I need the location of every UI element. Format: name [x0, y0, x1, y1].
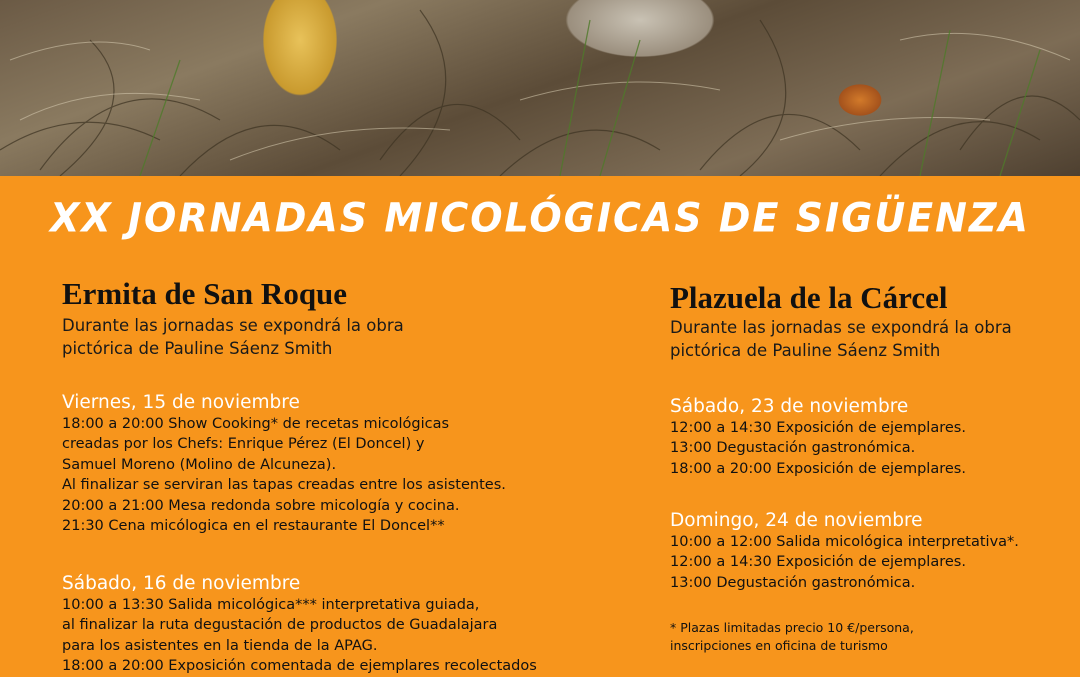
schedule-line: 12:00 a 14:30 Exposición de ejemplares. — [670, 554, 966, 571]
schedule-line: 20:00 a 21:00 Mesa redonda sobre micología y cocina. — [62, 497, 460, 514]
left-venue-description — [62, 314, 404, 360]
booking-footnote — [670, 619, 914, 655]
footnote-line: inscripciones en oficina de turismo — [670, 638, 888, 653]
day-date: Sábado, 16 de noviembre — [62, 573, 301, 594]
header-photo-mushrooms — [0, 0, 1080, 176]
desc-line: Durante las jornadas se expondrá la obra — [670, 318, 1012, 337]
schedule-line: 21:30 Cena micólogica en el restaurante El Doncel** — [62, 518, 445, 535]
day-date: Sábado, 23 de noviembre — [670, 396, 909, 417]
page-title: XX JORNADAS MICOLÓGICAS DE SIGÜENZA — [50, 194, 1030, 242]
left-day-block-2 — [62, 573, 537, 677]
desc-line: pictórica de Pauline Sáenz Smith — [62, 339, 333, 358]
right-day-block-1 — [670, 396, 966, 479]
footnote-line: * Plazas limitadas precio 10 €/persona, — [670, 620, 914, 635]
right-venue-description — [670, 316, 1012, 362]
left-venue-heading: Ermita de San Roque — [62, 276, 348, 311]
schedule-line: 10:00 a 13:30 Salida micológica*** interpretativa guiada, — [62, 597, 480, 613]
schedule-line: al finalizar la ruta degustación de productos de Guadalajara — [62, 617, 498, 634]
desc-line: Durante las jornadas se expondrá la obra — [62, 316, 404, 335]
schedule-line: creadas por los Chefs: Enrique Pérez (El Doncel) y — [62, 436, 425, 453]
schedule-line: Samuel Moreno (Molino de Alcuneza). — [62, 456, 337, 473]
schedule-line: 18:00 a 20:00 Show Cooking* de recetas micológicas — [62, 416, 450, 432]
schedule-line: 18:00 a 20:00 Exposición comentada de ejemplares recolectados — [62, 658, 537, 675]
grass-texture — [0, 0, 1080, 176]
desc-line: pictórica de Pauline Sáenz Smith — [670, 341, 941, 360]
day-date: Domingo, 24 de noviembre — [670, 510, 923, 531]
schedule-line: 18:00 a 20:00 Exposición de ejemplares. — [670, 460, 966, 477]
right-venue-heading: Plazuela de la Cárcel — [670, 280, 948, 315]
schedule-line: para los asistentes en la tienda de la APAG. — [62, 637, 378, 654]
schedule-line: Al finalizar se serviran las tapas creadas entre los asistentes. — [62, 477, 506, 494]
schedule-line: 13:00 Degustación gastronómica. — [670, 574, 916, 591]
schedule-line: 13:00 Degustación gastronómica. — [670, 440, 916, 457]
schedule-line: 10:00 a 12:00 Salida micológica interpretativa*. — [670, 534, 1019, 550]
left-day-block-1 — [62, 392, 506, 536]
right-day-block-2 — [670, 510, 1019, 593]
day-date: Viernes, 15 de noviembre — [62, 392, 300, 413]
schedule-line: 12:00 a 14:30 Exposición de ejemplares. — [670, 420, 966, 436]
